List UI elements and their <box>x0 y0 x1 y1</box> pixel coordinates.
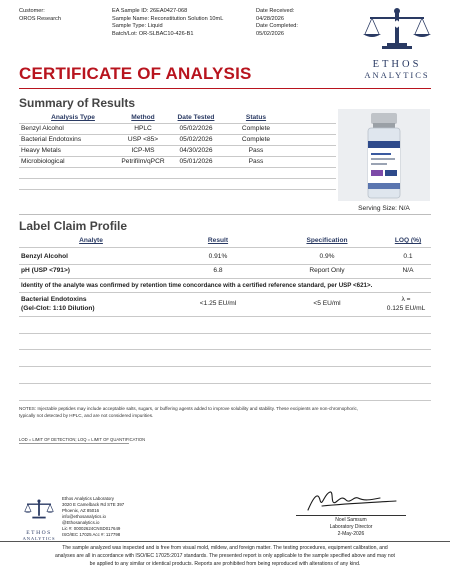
signatory-name: Noel Samsum <box>335 517 367 523</box>
col-result: Result <box>207 237 229 244</box>
lab-address1: 3020 E Camelback Rd STE 397 <box>62 502 125 507</box>
label-claim-rule <box>19 349 431 350</box>
summary-rule <box>19 178 336 179</box>
date-completed: 05/02/2026 <box>256 30 284 37</box>
label-claim-rule <box>19 264 431 265</box>
ethos-logo <box>352 6 442 78</box>
summary-row-3-analysis: Heavy Metals <box>21 147 61 154</box>
disclaimer <box>4 544 446 568</box>
batch-lot: Batch/Lot: OR-SLBAC10-426-B1 <box>112 30 194 37</box>
summary-row-1-method: HPLC <box>134 125 152 132</box>
endotoxin-result: <1.25 EU/ml <box>199 300 237 307</box>
summary-rule <box>19 145 336 146</box>
summary-row-4-method: Petrifilm/qPCR <box>121 158 165 165</box>
summary-row-2-method: USP <85> <box>127 136 159 143</box>
analyte-row-1-loq: 0.1 <box>403 253 413 260</box>
summary-row-2-analysis: Bacterial Endotoxins <box>21 136 82 143</box>
analyte-row-2-name: pH (USP <791>) <box>21 267 70 274</box>
scales-logo-icon <box>352 6 442 56</box>
handwritten-signature-icon <box>300 486 410 516</box>
vial-icon <box>338 109 430 201</box>
summary-row-1-status: Complete <box>241 125 271 132</box>
abbreviation-legend: LOD = LIMIT OF DETECTION; LOQ = LIMIT OF QUANTIFICATION <box>19 437 146 442</box>
sample-name: Sample Name: Reconstitution Solution 10mL <box>112 15 224 22</box>
analyte-row-1-result: 0.91% <box>208 253 228 260</box>
customer-label: Customer: <box>19 8 45 14</box>
notes <box>19 405 358 419</box>
date-received-label: Date Received: <box>256 8 295 14</box>
summary-row-3-date: 04/30/2026 <box>179 147 213 154</box>
logo-line1: ETHOS <box>372 59 422 70</box>
analyte-row-1-name: Benzyl Alcohol <box>21 253 69 260</box>
customer-value: OROS Research <box>19 15 61 22</box>
analyte-row-2-loq: N/A <box>402 267 414 274</box>
label-claim-rule <box>19 316 431 317</box>
footer-divider <box>0 541 450 542</box>
label-claim-rule <box>19 366 431 367</box>
summary-row-2-date: 05/02/2026 <box>179 136 213 143</box>
sample-type: Sample Type: Liquid <box>112 23 163 30</box>
summary-row-4-analysis: Microbiological <box>21 158 65 165</box>
date-completed-label: Date Completed: <box>256 23 298 30</box>
sample-id: EA Sample ID: 26EA0427-068 <box>112 8 188 14</box>
signature-date: 2-May-2026 <box>337 531 365 537</box>
summary-row-1-analysis: Benzyl Alcohol <box>21 125 64 132</box>
serving-size: Serving Size: N/A <box>358 205 410 212</box>
summary-rule <box>19 123 336 124</box>
col-analysis-type: Analysis Type <box>51 114 95 121</box>
analyte-row-1-spec: 0.9% <box>319 253 335 260</box>
date-received: 04/28/2026 <box>256 15 284 22</box>
sample-info-block <box>112 8 223 38</box>
customer-block <box>19 8 61 23</box>
endotoxin-loq-line2: 0.125 EU/mL <box>386 305 426 312</box>
endotoxin-name-line2: (Gel-Clot: 1:10 Dilution) <box>21 305 95 312</box>
notes-line2: typically not detected by HPLC, and are not considered impurities. <box>19 413 154 418</box>
footer-logo-line2: ANALYTICS <box>22 536 56 541</box>
col-method: Method <box>131 114 155 121</box>
notes-line1: NOTES: Injectable peptides may include acceptable salts, sugars, or buffering agents added to improve solubility and stability. These excipients are non-chromophoric, <box>19 406 359 411</box>
label-claim-rule <box>19 278 431 279</box>
summary-row-4-date: 05/01/2026 <box>179 158 213 165</box>
lab-name: Ethos Analytics Laboratory <box>62 496 114 501</box>
analyte-row-2-result: 6.8 <box>213 267 223 274</box>
disclaimer-line2: analyses are all in accordance with ISO/IEC 17025:2017 standards. The presented report is only applicable to the sample specified above and may not <box>55 553 395 559</box>
signature-line <box>296 515 406 516</box>
analyte-row-2-spec: Report Only <box>309 267 345 274</box>
endotoxin-name-line1: Bacterial Endotoxins <box>21 296 87 303</box>
product-image <box>338 109 430 201</box>
label-claim-heading: Label Claim Profile <box>19 219 128 233</box>
summary-rule <box>19 134 336 135</box>
summary-row-2-status: Complete <box>241 136 271 143</box>
lab-email: info@ethosanalytics.io <box>62 514 106 519</box>
endotoxin-loq-line1: λ = <box>401 296 411 303</box>
col-status: Status <box>245 114 267 121</box>
summary-row-1-date: 05/02/2026 <box>179 125 213 132</box>
lab-address2: Phoenix, AZ 85016 <box>62 508 100 513</box>
document-title: CERTIFICATE OF ANALYSIS <box>19 64 252 83</box>
summary-row-3-status: Pass <box>248 147 264 154</box>
lab-contact <box>62 496 124 538</box>
label-claim-rule <box>19 292 431 293</box>
summary-heading: Summary of Results <box>19 96 136 110</box>
col-date-tested: Date Tested <box>177 114 215 121</box>
lab-license: Lic #: 00002624CNSD017649 <box>62 526 121 531</box>
signatory-title: Laboratory Director <box>329 524 373 530</box>
identity-note: Identity of the analyte was confirmed by retention time concordance with a certified reference standard, per USP <621>. <box>21 282 373 289</box>
label-claim-rule <box>19 400 431 401</box>
footer-logo <box>19 495 59 539</box>
lab-web: @Ethosanalytics.io <box>62 520 100 525</box>
summary-rule <box>19 156 336 157</box>
title-divider <box>19 88 431 89</box>
label-claim-rule <box>19 333 431 334</box>
signatory <box>296 517 406 538</box>
lab-iso: ISO/IEC 17025 Acc #: 117798 <box>62 532 121 537</box>
label-claim-rule <box>19 383 431 384</box>
scales-logo-icon <box>19 495 59 525</box>
director-signature <box>300 486 410 516</box>
footer-logo-line1: ETHOS <box>26 530 52 536</box>
legend-underline <box>19 443 129 444</box>
col-loq: LOQ (%) <box>394 237 422 244</box>
label-claim-rule <box>19 247 431 248</box>
summary-rule <box>19 167 336 168</box>
col-specification: Specification <box>306 237 348 244</box>
col-analyte: Analyte <box>79 237 103 244</box>
summary-rule <box>19 189 336 190</box>
section-divider <box>19 214 431 215</box>
summary-row-4-status: Pass <box>248 158 264 165</box>
disclaimer-line1: The sample analyzed was inspected and is free from visual mold, mildew, and foreign matter. The testing procedures, equipment calibration, and <box>62 545 388 551</box>
logo-line2: ANALYTICS <box>364 70 430 80</box>
disclaimer-line3: be applied to any similar or identical products. Reports are prohibited from being reproduced with alterations of any kind. <box>89 561 361 567</box>
summary-row-3-method: ICP-MS <box>131 147 155 154</box>
endotoxin-spec: <5 EU/ml <box>313 300 341 307</box>
dates-block <box>256 8 298 38</box>
